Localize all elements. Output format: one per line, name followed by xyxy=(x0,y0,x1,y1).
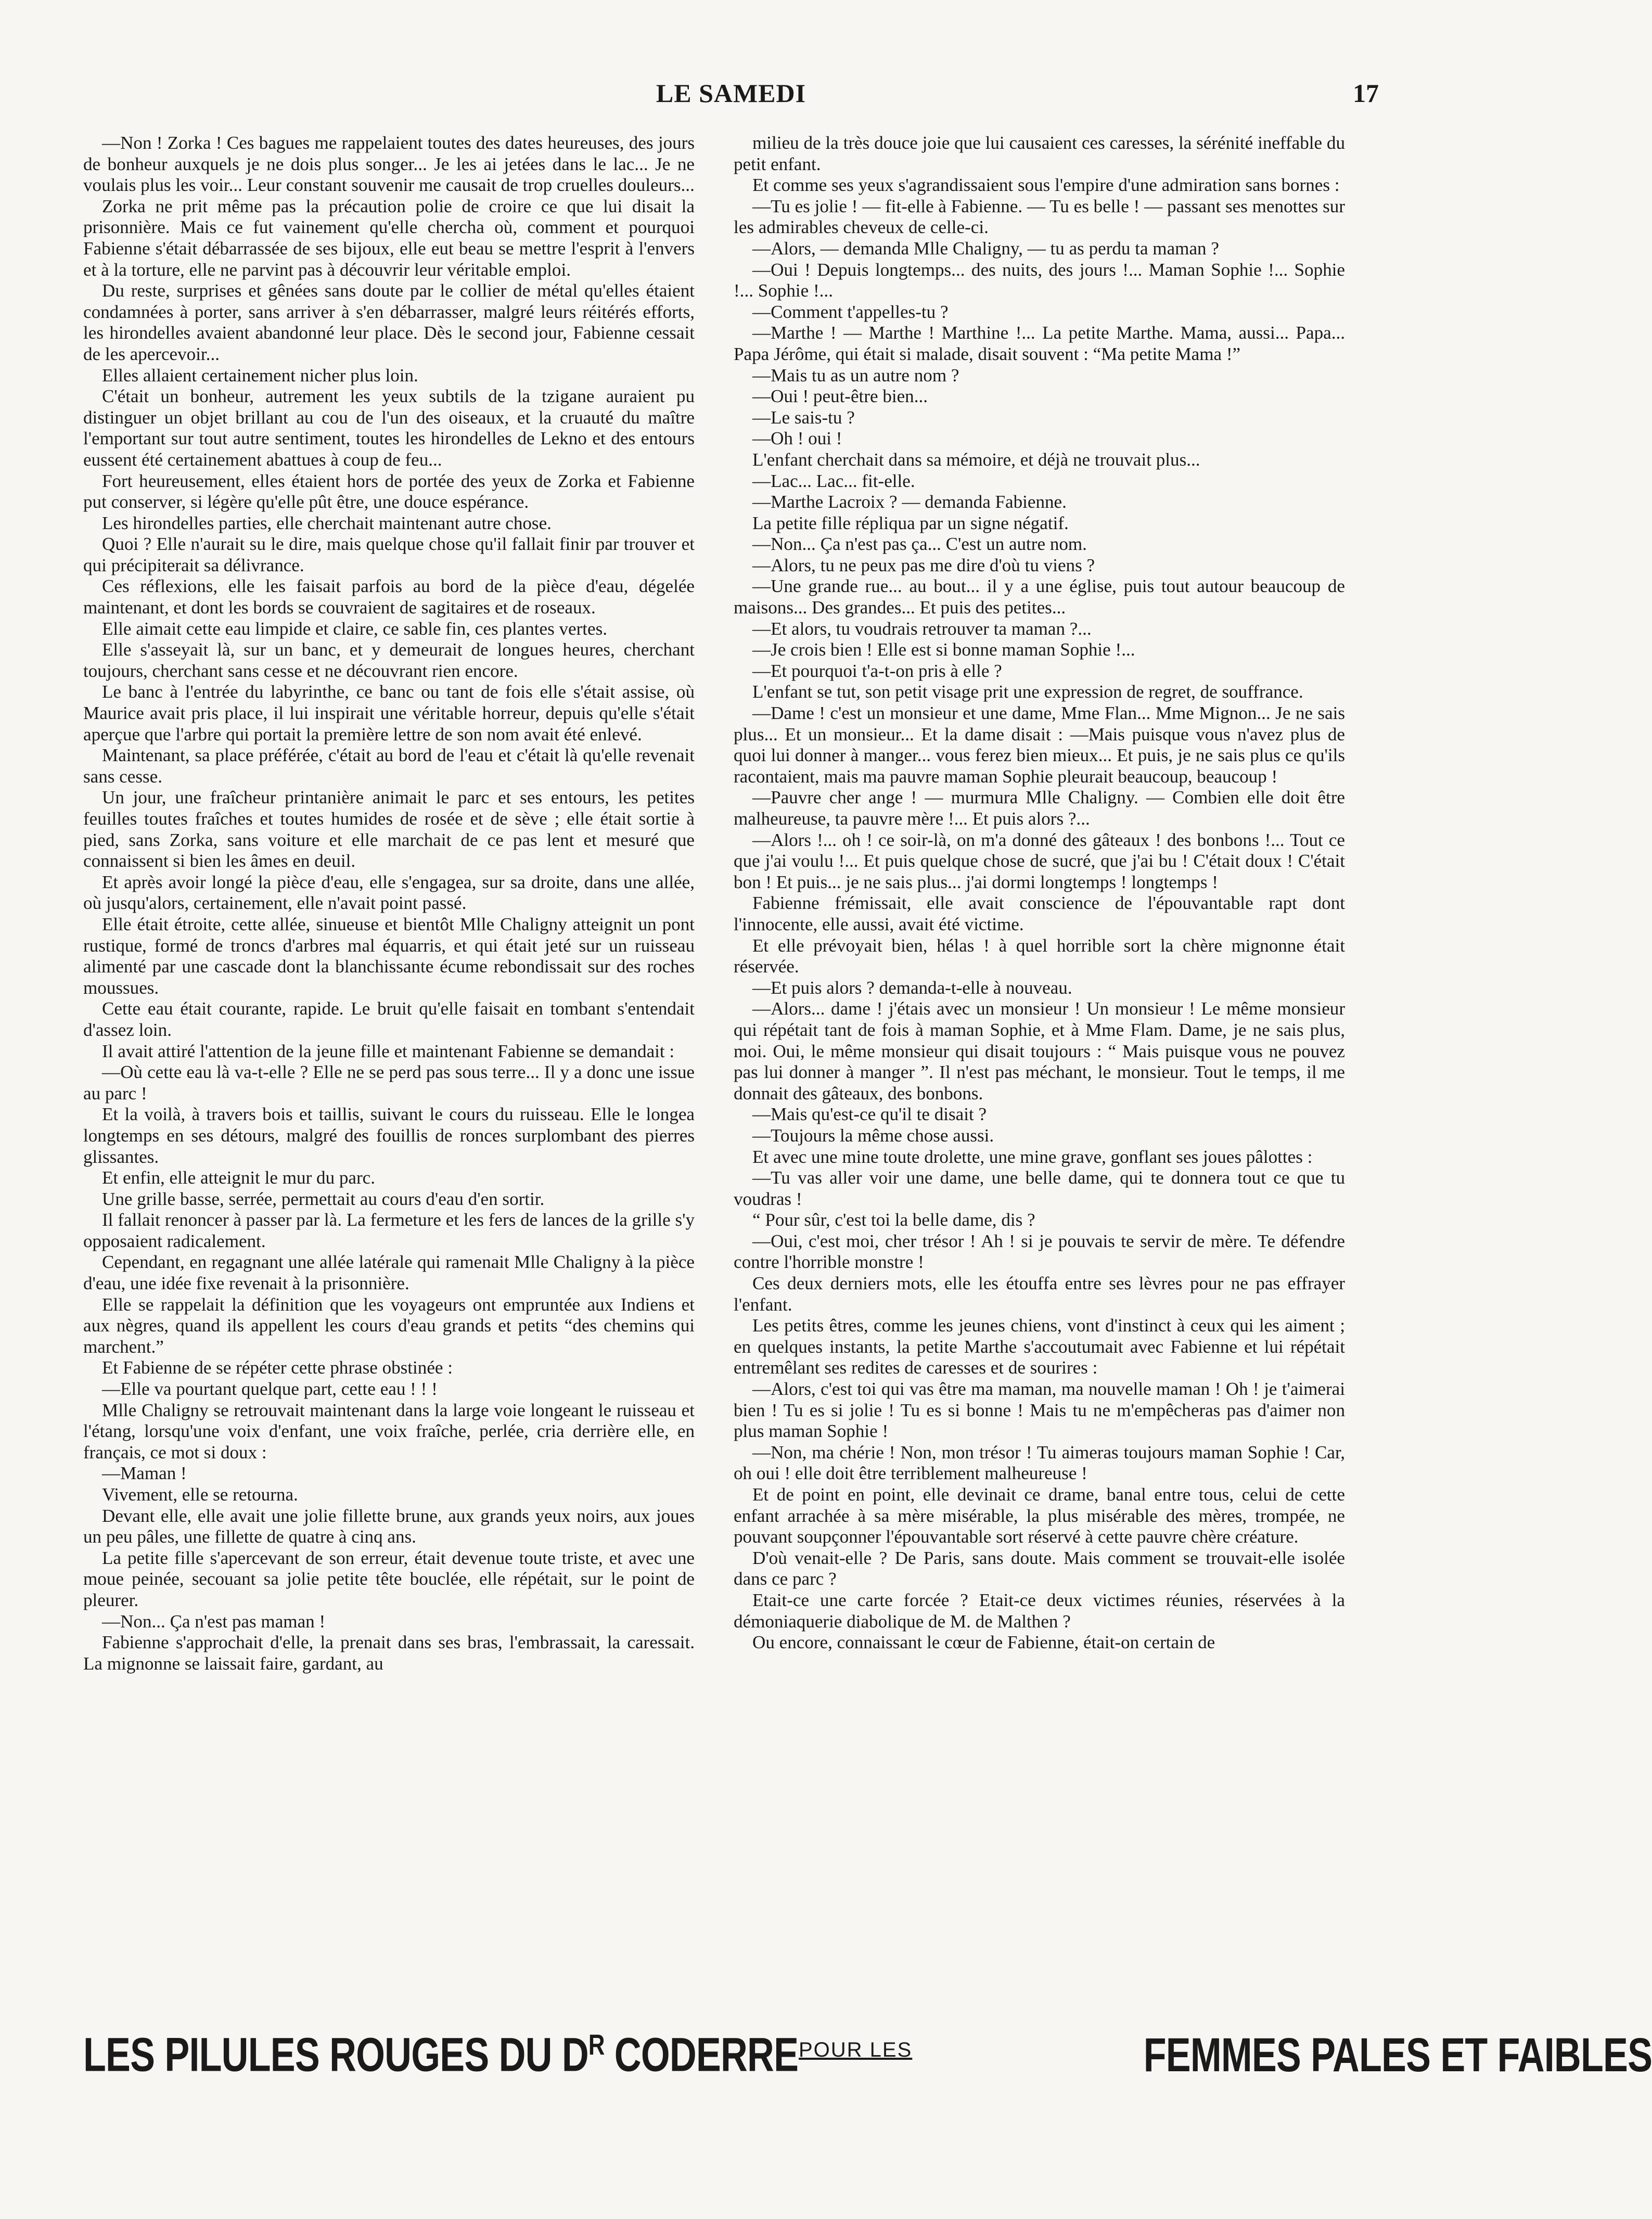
paragraph: —Mais qu'est-ce qu'il te disait ? xyxy=(752,1104,987,1125)
paragraph: —Non, ma chérie ! Non, mon trésor ! Tu aimeras toujours maman Sophie ! Car, oh oui ! elle doit être terriblement malheureuse ! xyxy=(734,1442,1345,1484)
paragraph: —Et alors, tu voudrais retrouver ta maman ?... xyxy=(752,618,1092,639)
paragraph: —Tu es jolie ! — fit-elle à Fabienne. — Tu es belle ! — passant ses menottes sur les admirables cheveux de celle-ci. xyxy=(734,196,1345,238)
paragraph: —Et pourquoi t'a-t-on pris à elle ? xyxy=(752,660,1002,681)
paragraph: —Non ! Zorka ! Ces bagues me rappelaient toutes des dates heureuses, des jours de bonheur auxquels je ne dois plus songer... Je les ai jetées dans le lac... Je ne voulais plus les voir... Leur constant souvenir me causait de trop cruelles douleurs... xyxy=(83,133,695,196)
paragraph: —Elle va pourtant quelque part, cette eau ! ! ! xyxy=(102,1379,438,1400)
paragraph: Et comme ses yeux s'agrandissaient sous l'empire d'une admiration sans bornes : xyxy=(752,175,1340,196)
paragraph: —Oh ! oui ! xyxy=(752,428,842,449)
ad-text-1-end: CODERRE xyxy=(604,2028,799,2082)
paragraph: —Oui, c'est moi, cher trésor ! Ah ! si je pouvais te servir de mère. Te défendre contre l'horrible monstre ! xyxy=(734,1230,1345,1273)
paragraph: Les hirondelles parties, elle cherchait maintenant autre chose. xyxy=(102,512,552,533)
paragraph: —Une grande rue... au bout... il y a une église, puis tout autour beaucoup de maisons... Des grandes... Et puis des petites... xyxy=(734,576,1345,618)
ad-text-sup: R xyxy=(588,2028,605,2061)
paragraph: —Toujours la même chose aussi. xyxy=(752,1125,994,1146)
page-number: 17 xyxy=(1353,79,1379,108)
paragraph: C'était un bonheur, autrement les yeux subtils de la tzigane auraient pu distinguer un objet brillant au cou de l'un des oiseaux, et la cruauté du maître l'emportant sur tout autre sentiment, toutes les hirondelles de Lekno et des entours eussent été certainement abattues à coup de feu... xyxy=(83,386,695,470)
paragraph: Ces deux derniers mots, elle les étouffa entre ses lèvres pour ne pas effrayer l'enfant. xyxy=(734,1273,1345,1315)
paragraph: Et elle prévoyait bien, hélas ! à quel horrible sort la chère mignonne était réservée. xyxy=(734,935,1345,977)
paragraph: —Mais tu as un autre nom ? xyxy=(752,365,959,386)
ad-connector: POUR LES xyxy=(799,2038,913,2061)
paragraph: L'enfant se tut, son petit visage prit une expression de regret, de souffrance. xyxy=(752,682,1303,702)
paragraph: Et de point en point, elle devinait ce drame, banal entre tous, celui de cette enfant arrachée à sa mère misérable, la plus misérable des mères, trompée, ne pouvant soupçonner l'épouvantable sort réservé à cette pauvre chère créature. xyxy=(734,1484,1345,1547)
paragraph: —Le sais-tu ? xyxy=(752,407,855,428)
paragraph: —Oui ! peut-être bien... xyxy=(752,386,928,407)
paragraph: Devant elle, elle avait une jolie fillette brune, aux grands yeux noirs, aux joues un peu pâles, une fillette de quatre à cinq ans. xyxy=(83,1505,695,1547)
paragraph: Cependant, en regagnant une allée latérale qui ramenait Mlle Chaligny à la pièce d'eau, une idée fixe revenait à la prisonnière. xyxy=(83,1252,695,1294)
paragraph: milieu de la très douce joie que lui causaient ces caresses, la sérénité ineffable du petit enfant. xyxy=(734,133,1345,174)
paragraph: —Oui ! Depuis longtemps... des nuits, des jours !... Maman Sophie !... Sophie !... Sophie !... xyxy=(734,259,1345,301)
paragraph: —Alors, — demanda Mlle Chaligny, — tu as perdu ta maman ? xyxy=(752,238,1219,259)
paragraph: Fort heureusement, elles étaient hors de portée des yeux de Zorka et Fabienne put conserver, si légère qu'elle pût être, une douce espérance. xyxy=(83,470,695,512)
paragraph: Zorka ne prit même pas la précaution polie de croire ce que lui disait la prisonnière. Mais ce fut vainement qu'elle chercha où, comment et pourquoi Fabienne s'était débarrassée de ses bijoux, elle eut beau se mettre l'esprit à l'envers et à la torture, elle ne parvint pas à découvrir leur véritable emploi. xyxy=(83,196,695,280)
paragraph: —Je crois bien ! Elle est si bonne maman Sophie !... xyxy=(752,639,1135,660)
paragraph: Ces réflexions, elle les faisait parfois au bord de la pièce d'eau, dégelée maintenant, et dont les bords se couvraient de sagitaires et de roseaux. xyxy=(83,576,695,618)
paragraph: Elle était étroite, cette allée, sinueuse et bientôt Mlle Chaligny atteignit un pont rustique, formé de troncs d'arbres mal équarris, et qui était jeté sur un ruisseau alimenté par une cascade dont la blanchissante écume rebondissait sur des roches moussues. xyxy=(83,914,695,998)
right-column xyxy=(734,133,1345,1985)
paragraph: Fabienne s'approchait d'elle, la prenait dans ses bras, l'embrassait, la caressait. La mignonne se laissait faire, gardant, au xyxy=(83,1632,695,1674)
paragraph: Du reste, surprises et gênées sans doute par le collier de métal qu'elles étaient condamnées à porter, sans arriver à s'en débarrasser, malgré leurs réitérés efforts, les hirondelles avaient abandonné leur place. Dès le second jour, Fabienne cessait de les apercevoir... xyxy=(83,280,695,364)
paragraph: Etait-ce une carte forcée ? Etait-ce deux victimes réunies, réservées à la démoniaquerie diabolique de M. de Malthen ? xyxy=(734,1589,1345,1632)
paragraph: —Pauvre cher ange ! — murmura Mlle Chaligny. — Combien elle doit être malheureuse, ta pauvre mère !... Et puis alors ?... xyxy=(734,787,1345,829)
paragraph: Elle s'asseyait là, sur un banc, et y demeurait de longues heures, cherchant toujours, cherchant sans cesse et ne découvrant rien encore. xyxy=(83,639,695,681)
paragraph: Et enfin, elle atteignit le mur du parc. xyxy=(102,1168,376,1188)
paragraph: La petite fille s'apercevant de son erreur, était devenue toute triste, et avec une moue peinée, secouant sa jolie petite tête bouclée, elle répétait, sur le point de pleurer. xyxy=(83,1547,695,1610)
paragraph: —Comment t'appelles-tu ? xyxy=(752,301,949,322)
paragraph: Maintenant, sa place préférée, c'était au bord de l'eau et c'était là qu'elle revenait sans cesse. xyxy=(83,745,695,787)
paragraph: —Lac... Lac... fit-elle. xyxy=(752,470,915,491)
paragraph: —Alors !... oh ! ce soir-là, on m'a donné des gâteaux ! des bonbons !... Tout ce que j'ai voulu !... Et puis quelque chose de sucré, que j'ai bu ! C'était doux ! C'était bon ! Et puis... je ne sais plus... j'ai dormi longtemps ! longtemps ! xyxy=(734,829,1345,892)
paragraph: —Alors... dame ! j'étais avec un monsieur ! Un monsieur ! Le même monsieur qui répétait tant de fois à maman Sophie, et à Mme Flam. Dame, je ne sais plus, moi. Oui, le même monsieur qui disait toujours : “ Mais puisque vous ne pouvez pas lui donner à manger ”. Il n'est pas méchant, le monsieur. Tout le temps, il me donnait des gâteaux, des bonbons. xyxy=(734,998,1345,1104)
paragraph: Une grille basse, serrée, permettait au cours d'eau d'en sortir. xyxy=(102,1188,545,1209)
paragraph: —Alors, c'est toi qui vas être ma maman, ma nouvelle maman ! Oh ! je t'aimerai bien ! Tu es si jolie ! Tu es si bonne ! Mais tu ne m'empêcheras pas d'aimer non plus maman Sophie ! xyxy=(734,1379,1345,1442)
paragraph: Et Fabienne de se répéter cette phrase obstinée : xyxy=(102,1357,453,1378)
paragraph: —Marthe Lacroix ? — demanda Fabienne. xyxy=(752,492,1067,512)
paragraph: “ Pour sûr, c'est toi la belle dame, dis ? xyxy=(752,1210,1035,1230)
left-column xyxy=(83,133,695,1985)
paragraph: D'où venait-elle ? De Paris, sans doute. Mais comment se trouvait-elle isolée dans ce parc ? xyxy=(734,1547,1345,1589)
paragraph: Elle aimait cette eau limpide et claire, ce sable fin, ces plantes vertes. xyxy=(102,618,608,639)
paragraph: —Maman ! xyxy=(102,1463,187,1484)
paragraph: La petite fille répliqua par un signe négatif. xyxy=(752,512,1069,533)
paragraph: Un jour, une fraîcheur printanière animait le parc et ses entours, les petites feuilles toutes fraîches et toutes humides de rosée et de sève ; elle était sortie à pied, sans Zorka, sans voiture et elle marchait de ce pas lent et mesuré que connaissent si bien les âmes en deuil. xyxy=(83,787,695,871)
paragraph: —Dame ! c'est un monsieur et une dame, Mme Flan... Mme Mignon... Je ne sais plus... Et un monsieur... Et la dame disait : —Mais puisque vous n'avez plus de quoi lui donner à manger... vous ferez bien mieux... Et puis, je ne sais plus ce qu'ils racontaient, mais ma pauvre maman Sophie pleurait beaucoup, beaucoup ! xyxy=(734,703,1345,787)
advertisement-banner xyxy=(83,2019,1652,2092)
paragraph: —Non... Ça n'est pas ça... C'est un autre nom. xyxy=(752,534,1087,555)
page-header xyxy=(88,78,1379,114)
paragraph: Mlle Chaligny se retrouvait maintenant dans la large voie longeant le ruisseau et l'étang, lorsqu'une voix d'enfant, une voix fraîche, perlée, cria derrière elle, en français, ce mot si doux : xyxy=(83,1400,695,1463)
paragraph: —Alors, tu ne peux pas me dire d'où tu viens ? xyxy=(752,555,1095,575)
paragraph: —Marthe ! — Marthe ! Marthine !... La petite Marthe. Mama, aussi... Papa... Papa Jérôme, qui était si malade, disait souvent : “Ma petite Mama !” xyxy=(734,323,1345,364)
paragraph: L'enfant cherchait dans sa mémoire, et déjà ne trouvait plus... xyxy=(752,449,1200,470)
paragraph: Elle se rappelait la définition que les voyageurs ont empruntée aux Indiens et aux nègres, quand ils appellent les cours d'eau grands et petits “des chemins qui marchent.” xyxy=(83,1294,695,1357)
paragraph: —Et puis alors ? demanda-t-elle à nouveau. xyxy=(752,977,1072,998)
paragraph: Elles allaient certainement nicher plus loin. xyxy=(102,365,418,386)
paragraph: —Tu vas aller voir une dame, une belle dame, qui te donnera tout ce que tu voudras ! xyxy=(734,1168,1345,1209)
paragraph: —Où cette eau là va-t-elle ? Elle ne se perd pas sous terre... Il y a donc une issue au parc ! xyxy=(83,1062,695,1104)
ad-target: FEMMES PALES ET FAIBLES xyxy=(1143,2028,1652,2082)
paragraph: Fabienne frémissait, elle avait conscience de l'épouvantable rapt dont l'innocente, elle aussi, avait été victime. xyxy=(734,893,1345,934)
paragraph: Les petits êtres, comme les jeunes chiens, vont d'instinct à ceux qui les aiment ; en quelques instants, la petite Marthe s'accoutumait avec Fabienne et lui répétait entremêlant ses redites de caresses et de sourires : xyxy=(734,1315,1345,1378)
paragraph: Quoi ? Elle n'aurait su le dire, mais quelque chose qu'il fallait finir par trouver et qui précipiterait sa délivrance. xyxy=(83,534,695,575)
paragraph: Et la voilà, à travers bois et taillis, suivant le cours du ruisseau. Elle le longea longtemps en ses détours, malgré des fouillis de ronces surplombant des pierres glissantes. xyxy=(83,1104,695,1167)
ad-product-name xyxy=(83,2028,798,2083)
paragraph: Et avec une mine toute drolette, une mine grave, gonflant ses joues pâlottes : xyxy=(752,1146,1313,1167)
journal-title: LE SAMEDI xyxy=(656,79,806,108)
paragraph: Ou encore, connaissant le cœur de Fabienne, était-on certain de xyxy=(752,1632,1215,1653)
paragraph: Cette eau était courante, rapide. Le bruit qu'elle faisait en tombant s'entendait d'assez loin. xyxy=(83,998,695,1040)
paragraph: Et après avoir longé la pièce d'eau, elle s'engagea, sur sa droite, dans une allée, où jusqu'alors, certainement, elle n'avait point passé. xyxy=(83,871,695,914)
paragraph: —Non... Ça n'est pas maman ! xyxy=(102,1611,326,1632)
paragraph: Le banc à l'entrée du labyrinthe, ce banc ou tant de fois elle s'était assise, où Maurice avait pris place, il lui inspirait une véritable horreur, depuis qu'elle s'était aperçue que l'arbre qui portait la première lettre de son nom avait été enlevé. xyxy=(83,682,695,745)
ad-text-1: LES PILULES ROUGES DU D xyxy=(83,2028,588,2082)
paragraph: Il fallait renoncer à passer par là. La fermeture et les fers de lances de la grille s'y opposaient radicalement. xyxy=(83,1210,695,1251)
paragraph: Vivement, elle se retourna. xyxy=(102,1484,298,1505)
paragraph: Il avait attiré l'attention de la jeune fille et maintenant Fabienne se demandait : xyxy=(102,1041,675,1061)
